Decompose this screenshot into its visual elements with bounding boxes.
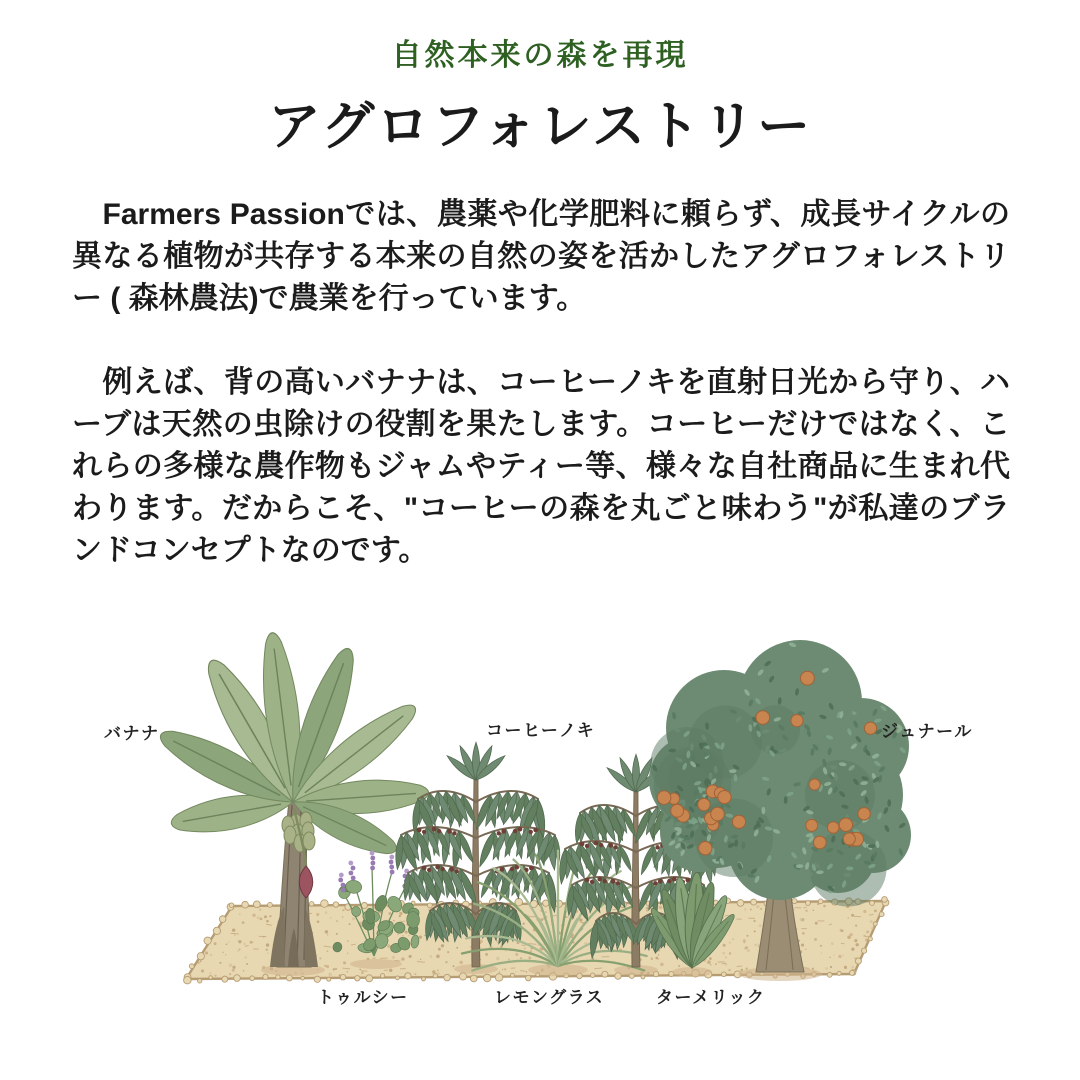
subtitle: 自然本来の森を再現 <box>391 39 689 72</box>
page-title: アグロフォレストリー <box>267 97 813 156</box>
paragraph-example: 例えば、背の高いバナナは、コーヒーノキを直射日光から守り、ハーブは天然の虫除けの役割を果たします。コーヒーだけではなく、これらの多様な農作物もジャムやティー等、様々な自社商品に生まれ代わります。だからこそ、"コーヒーの森を丸ごと味わう"が私達のブランドコンセプトなのです。 <box>72 366 1010 567</box>
label-coffee: コーヒーノキ <box>486 721 596 740</box>
label-junar: ジュナール <box>881 722 973 741</box>
paragraph-intro: Farmers Passionでは、農薬や化学肥料に頼らず、成長サイクルの異なる植物が共存する本来の自然の姿を活かしたアグロフォレストリー ( 森林農法)で農業を行っています。 <box>72 198 1010 315</box>
label-tulsi: トゥルシー <box>317 988 409 1007</box>
label-lemongrass: レモングラス <box>494 988 605 1007</box>
body-text <box>72 194 1010 572</box>
label-banana: バナナ <box>104 724 160 743</box>
agroforestry-illustration <box>0 620 1080 1080</box>
label-turmeric: ターメリック <box>656 988 766 1007</box>
forest-illustration-svg <box>0 620 1080 1080</box>
